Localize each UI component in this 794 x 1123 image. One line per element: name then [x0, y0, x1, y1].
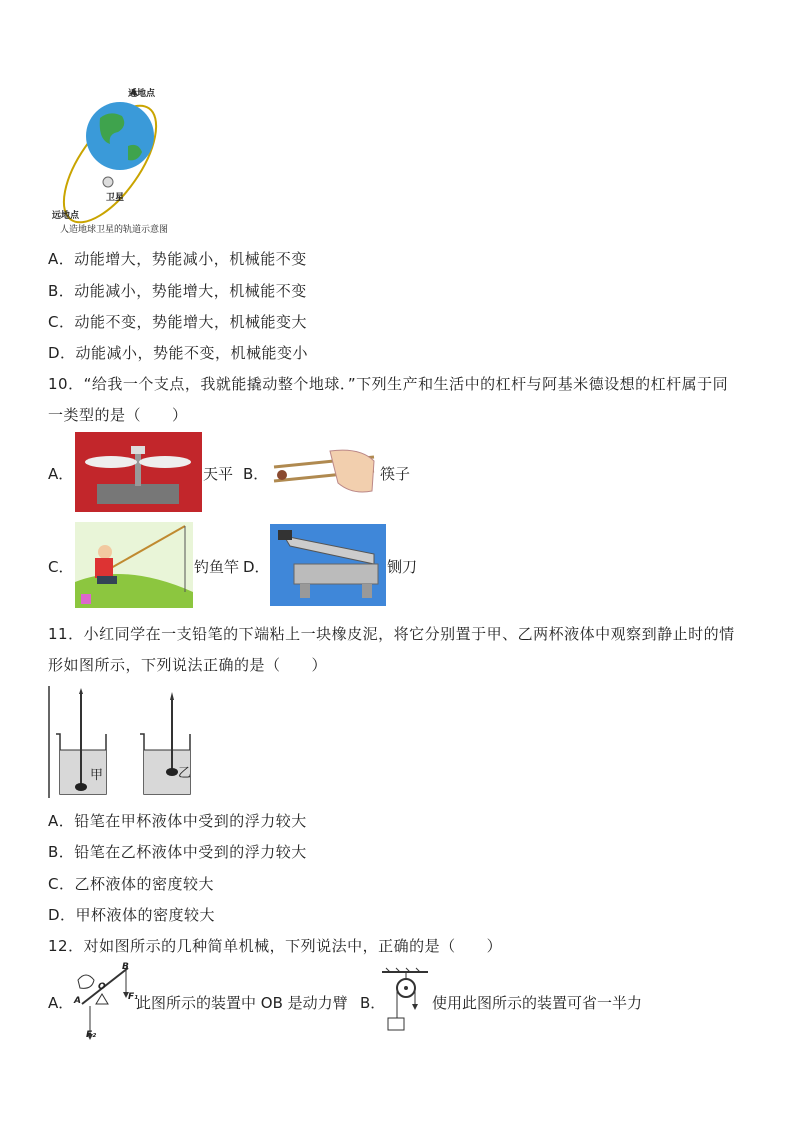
beaker-yi-label: 乙 [178, 766, 192, 781]
q9-option-c: C．动能不变，势能增大，机械能变大 [48, 313, 307, 331]
beakers-figure [48, 686, 200, 798]
pulley-diagram [382, 968, 430, 1034]
guillotine-cutter-image [270, 524, 386, 606]
q10-stem-line2: 一类型的是（ ） [48, 406, 188, 424]
lever-label-b: B [122, 962, 129, 972]
chopsticks-icon [270, 447, 378, 497]
q9-option-b: B．动能减小，势能增大，机械能不变 [48, 282, 307, 300]
satellite-label: 卫星 [106, 193, 125, 203]
q10-option-a-letter: A． [48, 465, 74, 483]
q9-option-d: D．动能减小，势能不变，机械能变小 [48, 344, 309, 362]
q10-option-d-letter: D． [243, 558, 270, 576]
q11-stem-line2: 形如图所示，下列说法正确的是（ ） [48, 656, 328, 674]
fishing-rod-image [75, 522, 193, 608]
lever-label-o: O [98, 982, 106, 992]
lever-label-f1: F₁ [128, 992, 139, 1002]
q12-stem: 12．对如图所示的几种简单机械，下列说法中，正确的是（ ） [48, 937, 503, 955]
lever-label-a: A [74, 996, 81, 1006]
q11-option-a: A．铅笔在甲杯液体中受到的浮力较大 [48, 812, 307, 830]
q10-option-d-text: 铡刀 [387, 558, 418, 576]
lever-label-f2: F₂ [86, 1030, 97, 1040]
figure-caption: 人造地球卫星的轨道示意图 [60, 225, 169, 235]
pulley-figure [382, 968, 430, 1034]
chopsticks-image [270, 447, 378, 497]
q10-option-b-letter: B． [243, 465, 269, 483]
q10-option-a-text: 天平 [203, 465, 234, 483]
balance-scale-image [75, 432, 202, 512]
q10-option-c-text: 钓鱼竿 [194, 558, 240, 576]
q12-option-a-letter: A． [48, 994, 74, 1012]
fishing-rod-icon [75, 522, 193, 608]
guillotine-cutter-icon [270, 524, 386, 606]
q12-option-a-text: 此图所示的装置中 OB 是动力臂 [136, 994, 348, 1012]
q11-option-b: B．铅笔在乙杯液体中受到的浮力较大 [48, 843, 307, 861]
lever-figure [70, 962, 139, 1042]
q10-stem-line1: 10．“给我一个支点，我就能撬动整个地球．”下列生产和生活中的杠杆与阿基米德设想的杠杆属于同 [48, 375, 729, 393]
q10-option-c-letter: C． [48, 558, 74, 576]
beakers-diagram [48, 686, 200, 798]
q10-option-b-text: 筷子 [380, 465, 411, 483]
perigee-label: 近地点 [128, 89, 156, 99]
beaker-jia-label: 甲 [90, 768, 104, 783]
q9-option-a: A．动能增大，势能减小，机械能不变 [48, 250, 307, 268]
q12-option-b-letter: B． [360, 994, 386, 1012]
q12-option-b-text: 使用此图所示的装置可省一半力 [432, 994, 643, 1012]
q11-option-c: C．乙杯液体的密度较大 [48, 875, 214, 893]
q11-stem-line1: 11．小红同学在一支铅笔的下端粘上一块橡皮泥，将它分别置于甲、乙两杯液体中观察到静止时的情 [48, 625, 735, 643]
satellite-orbit-figure [48, 84, 178, 236]
q11-option-d: D．甲杯液体的密度较大 [48, 906, 216, 924]
apogee-label: 远地点 [52, 211, 80, 221]
balance-scale-icon [75, 432, 202, 512]
